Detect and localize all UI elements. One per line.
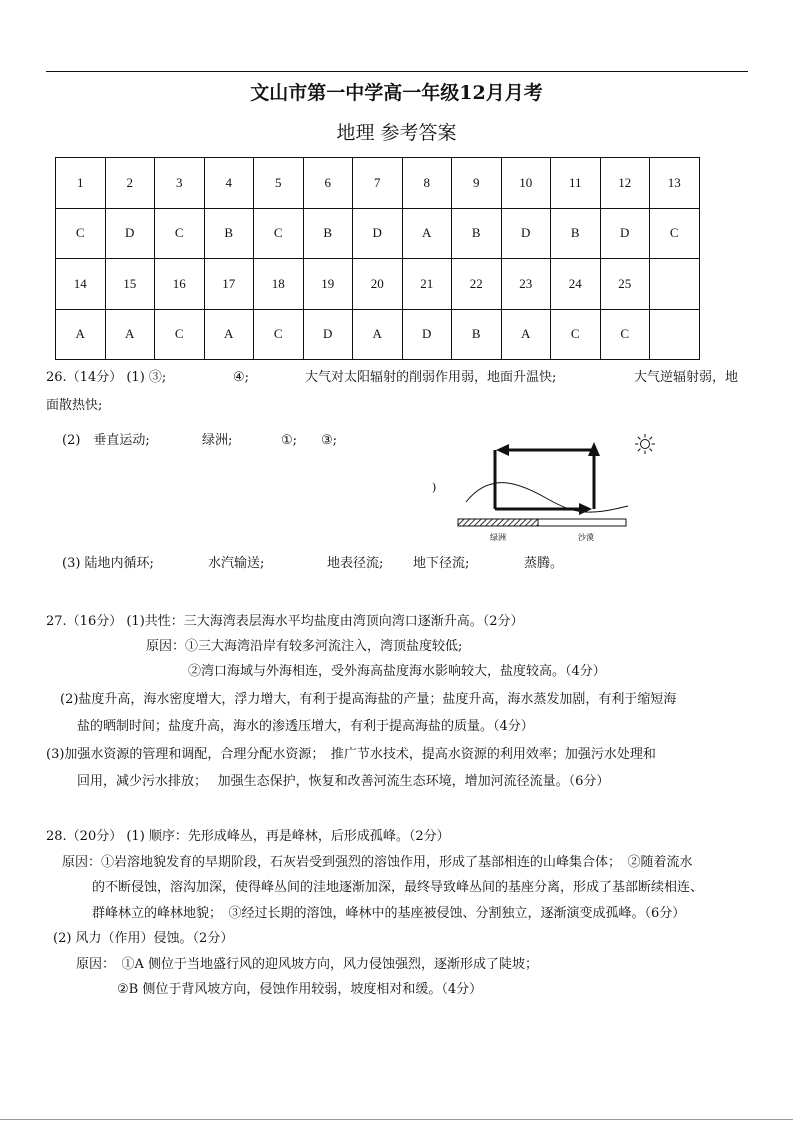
answer-table-row — [56, 158, 700, 209]
q28-line6: 原因： ①A 侧位于当地盛行风的迎风坡方向，风力侵蚀强烈，逐渐形成了陡坡； — [76, 957, 539, 972]
answer-table-cell: C — [600, 309, 650, 360]
answer-table-cell: A — [56, 309, 106, 360]
q26-line1-d: 大气逆辐射弱，地 — [634, 370, 739, 385]
answer-table-cell: 17 — [204, 259, 254, 310]
q27-line3: ②湾口海域与外海相连，受外海高盐度海水影响较大，盐度较高。（4分） — [188, 664, 606, 679]
bottom-rule — [0, 1119, 793, 1120]
q26-line1-c: 大气对太阳辐射的削弱作用弱，地面升温快; — [305, 370, 557, 385]
q26-line4-d: 地下径流; — [413, 556, 470, 571]
answer-table-cell: 3 — [155, 158, 205, 209]
answer-table-row — [56, 208, 700, 259]
q28-line1: 28.（20分） (1) 顺序：先形成峰丛，再是峰林，后形成孤峰。（2分） — [46, 829, 450, 844]
answer-table-cell: D — [303, 309, 353, 360]
q26-line4-b: 水汽输送; — [208, 556, 265, 571]
answer-table-cell: B — [452, 309, 502, 360]
answer-table-cell: A — [353, 309, 403, 360]
answer-table-cell — [650, 309, 700, 360]
desert-label: 沙漠 — [578, 533, 594, 542]
q26-line4-c: 地表径流; — [327, 556, 384, 571]
answer-table-cell: 2 — [105, 158, 155, 209]
answer-table-cell: B — [551, 208, 601, 259]
q27-line4: (2)盐度升高，海水密度增大，浮力增大，有利于提高海盐的产量；盐度升高，海水蒸发加剧，有利于缩短海 — [60, 692, 677, 707]
answer-table-cell: 16 — [155, 259, 205, 310]
answer-table-cell: 20 — [353, 259, 403, 310]
q27-line5: 盐的晒制时间；盐度升高，海水的渗透压增大，有利于提高海盐的质量。（4分） — [77, 719, 534, 734]
answer-table-cell: C — [155, 208, 205, 259]
answer-table-cell: 25 — [600, 259, 650, 310]
answer-table-cell: A — [402, 208, 452, 259]
q28-line4: 群峰林立的峰林地貌； ③经过长期的溶蚀，峰林中的基座被侵蚀、分割独立，逐渐演变成孤峰。（6分） — [92, 906, 686, 921]
answer-table-cell: D — [105, 208, 155, 259]
q26-line3-a: (2) 垂直运动; — [62, 433, 150, 448]
q27-line2: 原因：①三大海湾沿岸有较多河流注入，湾顶盐度较低; — [146, 639, 463, 654]
answer-table-cell: A — [204, 309, 254, 360]
q26-line2: 面散热快; — [46, 398, 103, 413]
answer-table-cell: 24 — [551, 259, 601, 310]
diagram-paren: ) — [432, 481, 437, 494]
answer-table-row — [56, 259, 700, 310]
answer-table-cell: 7 — [353, 158, 403, 209]
bottom-right-arrow — [495, 503, 592, 515]
answer-table-cell: B — [204, 208, 254, 259]
answer-table-cell — [650, 259, 700, 310]
answer-table-cell: C — [254, 309, 304, 360]
answer-table-cell: B — [303, 208, 353, 259]
circulation-diagram — [428, 430, 668, 550]
q26-line3-c: ①; — [281, 433, 298, 448]
answer-table-cell: A — [105, 309, 155, 360]
top-rule — [46, 71, 748, 72]
desert-bar — [538, 519, 626, 526]
answer-table-cell: 9 — [452, 158, 502, 209]
answer-table-cell: 8 — [402, 158, 452, 209]
q27-line6: (3)加强水资源的管理和调配，合理分配水资源； 推广节水技术，提高水资源的利用效率；加强污水处理和 — [46, 747, 656, 762]
q28-line2: 原因：①岩溶地貌发育的早期阶段，石灰岩受到强烈的溶蚀作用，形成了基部相连的山峰集合体； ②随着流水 — [62, 855, 693, 870]
q28-line7: ②B 侧位于背风坡方向，侵蚀作用较弱，坡度相对和缓。（4分） — [117, 982, 483, 997]
answer-table-cell: C — [551, 309, 601, 360]
answer-table-cell: 10 — [501, 158, 551, 209]
q26-line4-e: 蒸腾。 — [524, 556, 564, 571]
answer-table-cell: 12 — [600, 158, 650, 209]
q26-line4-a: (3) 陆地内循环; — [62, 556, 154, 571]
top-left-arrow — [496, 444, 594, 456]
answer-table-cell: 4 — [204, 158, 254, 209]
answer-table-cell: 13 — [650, 158, 700, 209]
answer-table-cell: D — [600, 208, 650, 259]
q28-line3: 的不断侵蚀，溶沟加深，使得峰丛间的洼地逐渐加深，最终导致峰丛间的基座分离，形成了基部断续相连、 — [92, 880, 704, 895]
answer-table-cell: 5 — [254, 158, 304, 209]
answer-table-cell: 14 — [56, 259, 106, 310]
oasis-label: 绿洲 — [490, 533, 506, 542]
answer-table-cell: 23 — [501, 259, 551, 310]
sun-icon — [635, 434, 655, 454]
answer-table-cell: D — [353, 208, 403, 259]
answer-table-cell: 21 — [402, 259, 452, 310]
answer-table-cell: C — [56, 208, 106, 259]
page-subtitle: 地理 参考答案 — [336, 122, 457, 144]
q28-line5: (2) 风力（作用）侵蚀。（2分） — [53, 931, 234, 946]
q26-line3-b: 绿洲; — [202, 433, 233, 448]
q27-line7: 回用，减少污水排放； 加强生态保护，恢复和改善河流生态环境，增加河流径流量。（6分） — [77, 774, 610, 789]
oasis-bar — [458, 519, 538, 526]
answer-table-cell: 22 — [452, 259, 502, 310]
answer-table — [55, 157, 700, 360]
q26-line1-b: ④; — [233, 370, 250, 385]
answer-table-cell: 15 — [105, 259, 155, 310]
q27-line1: 27.（16分） (1)共性：三大海湾表层海水平均盐度由湾顶向湾口逐渐升高。（2分） — [46, 614, 524, 629]
q26-line1-a: 26.（14分） (1) ③; — [46, 370, 167, 385]
answer-table-cell: A — [501, 309, 551, 360]
answer-table-cell: 18 — [254, 259, 304, 310]
answer-table-cell: 19 — [303, 259, 353, 310]
answer-table-cell: 1 — [56, 158, 106, 209]
answer-table-cell: D — [402, 309, 452, 360]
answer-table-cell: D — [501, 208, 551, 259]
answer-table-cell: B — [452, 208, 502, 259]
q26-line3-d: ③; — [321, 433, 338, 448]
answer-table-row — [56, 309, 700, 360]
answer-table-cell: C — [650, 208, 700, 259]
answer-table-cell: C — [155, 309, 205, 360]
answer-table-cell: 11 — [551, 158, 601, 209]
page-title: 文山市第一中学高一年级12月月考 — [250, 82, 543, 104]
right-up-arrow — [588, 442, 600, 509]
answer-table-cell: C — [254, 208, 304, 259]
answer-table-cell: 6 — [303, 158, 353, 209]
